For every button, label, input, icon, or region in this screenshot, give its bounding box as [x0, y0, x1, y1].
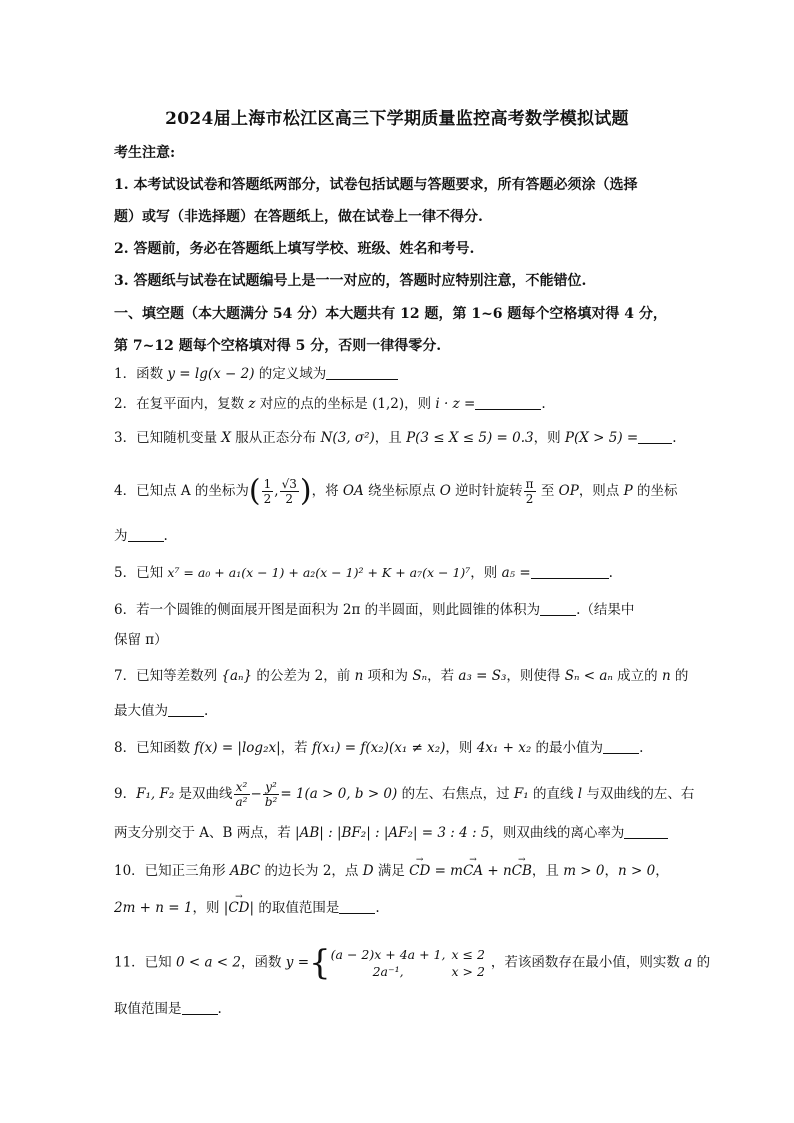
q4-text-2: ，将: [311, 483, 343, 499]
q2-z: z: [248, 396, 256, 412]
q11-case-2: 2a⁻¹,: [372, 964, 404, 979]
q7-answer-blank[interactable]: [168, 702, 204, 717]
q10-end: .: [375, 900, 380, 916]
question-3: [114, 428, 694, 448]
q11-y: y =: [285, 954, 310, 971]
q4-frac-y-den: 2: [285, 492, 294, 506]
q5-a5: a₅ =: [501, 565, 531, 581]
q1-text-2: 的定义域为: [254, 366, 327, 382]
q4-angle-den: 2: [525, 492, 534, 506]
q7-condition: a₃ = S₃: [458, 668, 507, 684]
q4-frac-x-num: 1: [263, 477, 272, 491]
q1-text: 1．函数: [114, 366, 168, 382]
question-4-cont: [114, 526, 694, 546]
q8-condition: f(x₁) = f(x₂)(x₁ ≠ x₂): [311, 740, 446, 756]
q3-text-4: ，则: [533, 430, 565, 446]
q4-text-7: 的坐标: [632, 483, 678, 499]
q9-text-5: 与双曲线的左、右: [582, 786, 695, 802]
q8-end: .: [639, 740, 644, 756]
q5-text-2: ，则: [470, 565, 502, 581]
notice-item-1-cont: 题）或写（非选择题）在答题纸上，做在试卷上一律不得分.: [114, 209, 483, 225]
q9-text-2: 是双曲线: [174, 786, 233, 802]
q7-text-5: ，则使得: [506, 668, 565, 684]
q10-text: 10．已知正三角形: [114, 863, 230, 879]
q8-function: f(x) = |log₂x|: [194, 740, 281, 756]
q2-end: .: [541, 396, 546, 412]
q9-text-4: 的直线: [528, 786, 578, 802]
q4-answer-blank[interactable]: [128, 527, 164, 542]
q4-text-5: 至: [536, 483, 559, 499]
q6-text: 6．若一个圆锥的侧面展开图是面积为 2π 的半圆面，则此圆锥的体积为: [114, 602, 541, 618]
q10-text-7: ，则: [192, 900, 224, 916]
q11-a: a: [684, 954, 693, 971]
q9-x2: x²: [234, 780, 250, 795]
q9-f1: F₁: [513, 786, 529, 802]
q8-text: 8．已知函数: [114, 740, 195, 756]
q4-text: 4．已知点 A 的坐标为: [114, 483, 249, 499]
q11-end: .: [217, 1001, 222, 1017]
q7-text-2: 的公差为 2，前: [252, 668, 355, 684]
q10-vector-cd: → CD: [409, 861, 430, 881]
q3-text-3: ，且: [374, 430, 407, 446]
question-1: [114, 364, 694, 384]
q3-probability-given: P(3 ≤ X ≤ 5) = 0.3: [406, 430, 534, 446]
q7-end: .: [204, 703, 209, 719]
question-7: [114, 666, 694, 686]
q1-function: y = lg(x − 2): [167, 366, 255, 382]
section-1-heading-cont: 第 7~12 题每个空格填对得 5 分，否则一律得零分.: [114, 338, 442, 354]
q9-ratio: |AB| : |BF₂| : |AF₂| = 3 : 4 : 5: [295, 825, 490, 841]
q7-text-3: 项和为: [363, 668, 413, 684]
q10-n: n > 0: [618, 863, 656, 879]
q11-text-5: 取值范围是: [114, 1001, 182, 1017]
q11-case-1: (a − 2)x + 4a + 1,: [330, 947, 446, 962]
q2-point: (1,2): [372, 396, 405, 412]
q10-text-8: 的取值范围是: [254, 900, 340, 916]
notice-heading: 考生注意:: [114, 145, 176, 161]
q4-end: .: [163, 528, 168, 544]
question-2: [114, 394, 694, 414]
q11-text-2: ，函数: [241, 954, 286, 971]
q4-op: OP: [558, 483, 579, 499]
q10-text-5: ，: [604, 863, 619, 879]
q9-frac-y: [263, 780, 280, 809]
q3-answer-blank[interactable]: [638, 429, 672, 444]
q8-text-3: ，则: [445, 740, 477, 756]
q7-text-6: 成立的: [612, 668, 662, 684]
q11-text: 11．已知: [114, 954, 176, 971]
q4-frac-x: [262, 477, 274, 506]
q10-abc: ABC: [229, 863, 261, 879]
q9-y2: y²: [263, 780, 280, 795]
q2-expression: i · z =: [435, 396, 476, 412]
q4-paren-right: ): [299, 473, 312, 509]
q11-cond-1: x ≤ 2: [451, 947, 485, 962]
q5-expansion: x⁷ = a₀ + a₁(x − 1) + a₂(x − 1)² + K + a₇(x − 1)⁷: [167, 565, 471, 580]
q4-angle-num: π: [525, 477, 534, 491]
q9-answer-blank[interactable]: [624, 824, 668, 839]
question-11-cont: [114, 999, 694, 1019]
notice-item-1: 1. 本考试设试卷和答题纸两部分，试卷包括试题与答题要求，所有答题必须涂（选择: [114, 177, 638, 193]
q7-text-4: ，若: [427, 668, 459, 684]
q7-inequality: Sₙ < aₙ: [564, 668, 613, 684]
question-6-cont: 保留 π）: [114, 632, 168, 648]
q4-text-4: 逆时针旋转: [450, 483, 523, 499]
q7-text: 7．已知等差数列: [114, 668, 222, 684]
notice-item-3: 3. 答题纸与试卷在试题编号上是一一对应的，答题时应特别注意，不能错位.: [114, 273, 587, 289]
q7-sn: Sₙ: [412, 668, 428, 684]
q4-paren-left: (: [248, 473, 261, 509]
q4-frac-y-num: √3: [281, 477, 297, 491]
q4-o: O: [439, 483, 451, 499]
q3-distribution: N(3, σ²): [320, 430, 375, 446]
question-7-cont: [114, 701, 694, 721]
q10-text-6: ，: [655, 863, 669, 879]
question-4: 4．已知点 A 的坐标为( $\frac{1}{2}$ , $\frac{√3}{2}$ )，将 OA 绕坐标原点 O 逆时针旋转 $\frac{\pi}{2}$ 至 OP，则点 P 的坐标: [114, 473, 678, 509]
question-10: [114, 861, 694, 881]
q4-frac-x-den: 2: [263, 492, 272, 506]
q9-a2: a²: [235, 795, 248, 809]
q8-text-2: ，若: [280, 740, 312, 756]
q9-condition: = 1(a > 0, b > 0): [280, 786, 398, 802]
q3-text-2: 服从正态分布: [231, 430, 321, 446]
q10-constraint: 2m + n = 1: [114, 900, 193, 916]
question-8: [114, 738, 694, 758]
exam-title: 2024届上海市松江区高三下学期质量监控高考数学模拟试题: [165, 109, 629, 129]
q5-end: .: [608, 565, 613, 581]
q7-n-2: n: [661, 668, 671, 684]
q6-answer-blank[interactable]: [540, 601, 576, 616]
question-9: 9．F₁, F₂ 是双曲线 $\frac{\text{x²}}{\text{a²}}$ − $\frac{\text{y²}}{\text{b²}}$ = 1(a > 0, b > 0) 的左、右焦点，过 F₁ 的直线 l 与双曲线的左、右: [114, 780, 695, 809]
question-6: [114, 600, 694, 620]
q9-frac-x: [234, 780, 250, 809]
q9-foci: F₁, F₂: [136, 786, 175, 802]
q2-text: 2．在复平面内，复数: [114, 396, 249, 412]
section-1-heading: 一、填空题（本大题满分 54 分）本大题共有 12 题，第 1~6 题每个空格填对得 4 分，: [114, 306, 667, 322]
q4-frac-angle: [524, 477, 536, 506]
q4-text-3: 绕坐标原点: [363, 483, 440, 499]
q4-p: P: [623, 483, 633, 499]
q10-abs-left: |: [223, 900, 229, 916]
q7-n: n: [354, 668, 364, 684]
q10-vector-cd-2: → CD: [228, 898, 249, 918]
q3-end: .: [672, 430, 677, 446]
q8-text-4: 的最小值为: [531, 740, 604, 756]
q11-answer-blank[interactable]: [182, 1000, 218, 1015]
q3-probability-asked: P(X > 5) =: [564, 430, 639, 446]
question-10-cont: [114, 898, 694, 918]
q9-b2: b²: [264, 795, 278, 809]
q4-oa: OA: [342, 483, 364, 499]
q10-eq: = m: [430, 863, 463, 879]
q9-l: l: [577, 786, 583, 802]
question-5: [114, 563, 694, 583]
q11-cond-2: x > 2: [451, 964, 485, 979]
q4-text-6: ，则点: [578, 483, 624, 499]
question-9-cont: [114, 823, 694, 843]
q10-m: m > 0: [563, 863, 605, 879]
q10-vector-cb: → CB: [512, 861, 532, 881]
q8-expression: 4x₁ + x₂: [476, 740, 532, 756]
q11-brace: {: [309, 943, 331, 983]
q7-text-8: 最大值为: [114, 703, 168, 719]
q5-answer-blank[interactable]: [531, 564, 609, 579]
q5-text: 5．已知: [114, 565, 168, 581]
q10-vector-ca: → CA: [463, 861, 483, 881]
q11-text-3: ，若该函数存在最小值，则实数: [490, 954, 685, 971]
q9-text-7: ，则双曲线的离心率为: [489, 825, 625, 841]
q11-cases: [331, 946, 491, 980]
q11-text-4: 的: [692, 954, 711, 971]
q2-text-3: ，则: [404, 396, 436, 412]
q2-text-2: 对应的点的坐标是: [255, 396, 373, 412]
q3-text: 3．已知随机变量: [114, 430, 222, 446]
q6-text-2: .（结果中: [576, 602, 635, 618]
q4-text-8: 为: [114, 528, 128, 544]
q1-answer-blank[interactable]: [326, 365, 398, 380]
q11-range: 0 < a < 2: [175, 954, 241, 971]
q9-text-3: 的左、右焦点，过: [397, 786, 514, 802]
q8-answer-blank[interactable]: [603, 739, 639, 754]
q7-sequence: {aₙ}: [221, 668, 253, 684]
q10-text-4: ，且: [531, 863, 564, 879]
q10-answer-blank[interactable]: [339, 899, 375, 914]
q10-d: D: [362, 863, 374, 879]
q9-text-6: 两支分别交于 A、B 两点，若: [114, 825, 296, 841]
q2-answer-blank[interactable]: [475, 395, 541, 410]
q10-abs-right: |: [249, 900, 255, 916]
q10-plus: + n: [483, 863, 512, 879]
notice-item-2: 2. 答题前，务必在答题纸上填写学校、班级、姓名和考号.: [114, 241, 475, 257]
q3-x: X: [221, 430, 232, 446]
q9-text: 9．: [114, 786, 137, 802]
q7-text-7: 的: [670, 668, 689, 684]
q10-text-2: 的边长为 2，点: [260, 863, 363, 879]
question-11: [114, 943, 711, 983]
q4-frac-y: [280, 477, 299, 506]
q10-text-3: 满足: [373, 863, 410, 879]
